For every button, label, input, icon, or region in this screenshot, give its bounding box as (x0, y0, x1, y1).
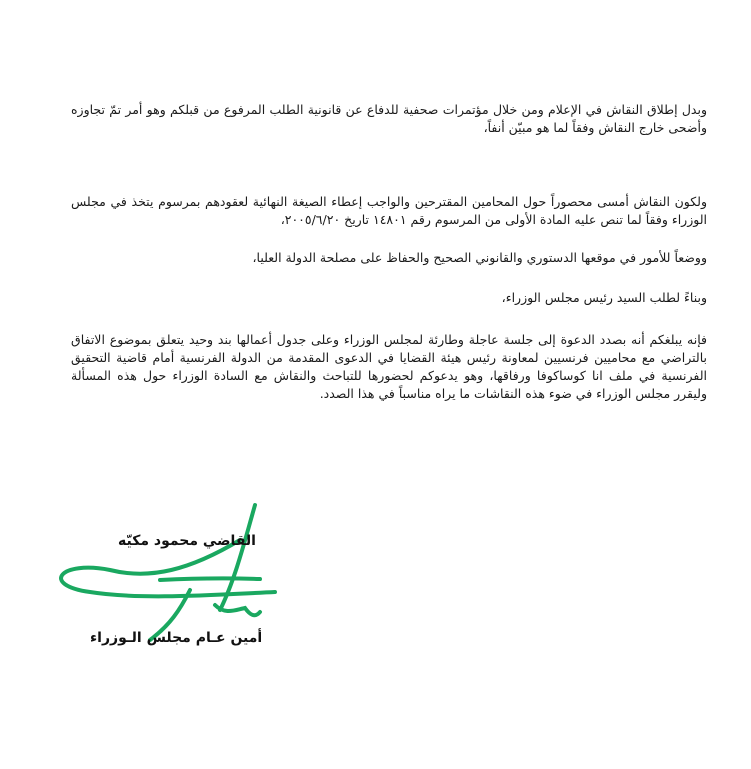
paragraph-5: فإنه يبلغكم أنه بصدد الدعوة إلى جلسة عاجلة وطارئة لمجلس الوزراء وعلى جدول أعمالها بند وحيد يتعلق بموضوع الاتفاق بالتراضي مع محاميين فرنسيين لمعاونة رئيس هيئة القضايا في الدعوى المقدمة من الدولة الفرنسية أمام قاضية التحقيق الفرنسية في ملف انا كوساكوفا ورفاقها، وهو يدعوكم لحضورها للتباحث والنقاش مع السادة الوزراء حول هذه المسألة وليقرر مجلس الوزراء في ضوء هذه النقاشات ما يراه مناسباً في هذا الصدد. (71, 331, 707, 401)
handwritten-signature (30, 500, 290, 650)
paragraph-3: ووضعاً للأمور في موقعها الدستوري والقانوني الصحيح والحفاظ على مصلحة الدولة العليا، (252, 249, 707, 265)
paragraph-1: وبدل إطلاق النقاش في الإعلام ومن خلال مؤتمرات صحفية للدفاع عن قانونية الطلب المرفوع من قبلكم وهو أمر تمّ تجاوزه وأضحى خارج النقاش وفقاً لما هو مبيّن أنفاً، (71, 101, 707, 135)
signatory-title: أمين عـام مجلس الـوزراء (90, 630, 263, 646)
signatory-name: القاضي محمود مكيّه (118, 533, 256, 549)
paragraph-2: ولكون النقاش أمسى محصوراً حول المحامين المقترحين والواجب إعطاء الصيغة النهائية لعقودهم بمرسوم يتخذ في مجلس الوزراء وفقاً لما تنص عليه المادة الأولى من المرسوم رقم ١٤٨٠١ تاريخ ٢٠٠٥/٦/٢٠، (71, 193, 707, 227)
paragraph-4: وبناءً لطلب السيد رئيس مجلس الوزراء، (501, 289, 707, 305)
